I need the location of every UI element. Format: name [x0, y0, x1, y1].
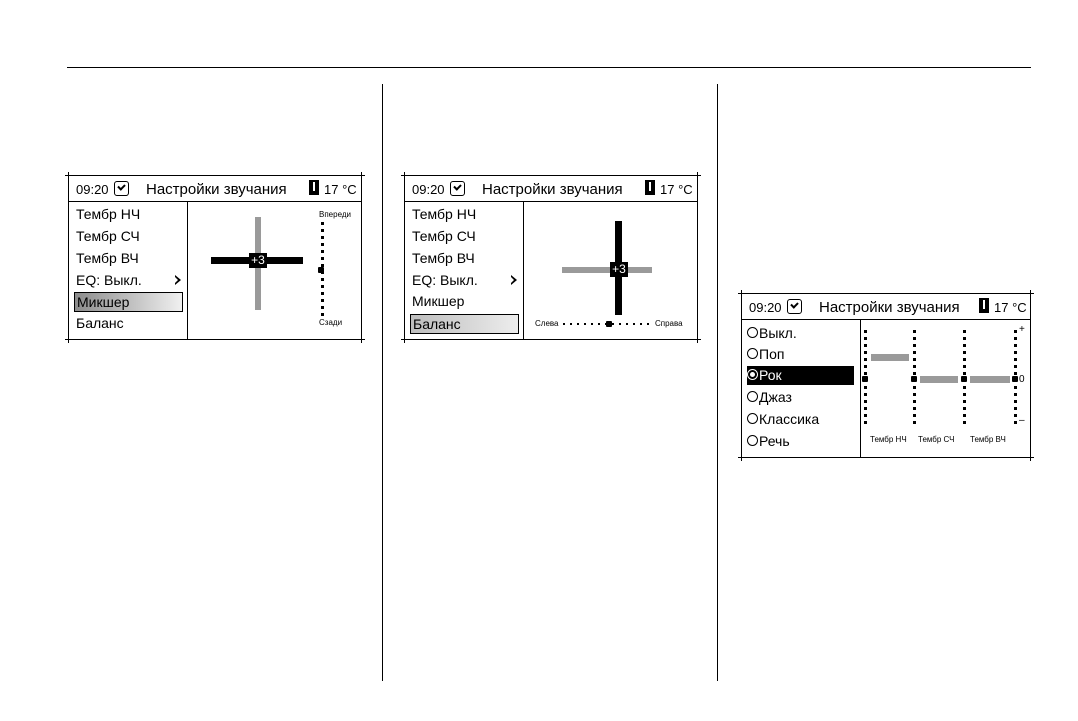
sound-settings-screen-mixer	[68, 175, 362, 340]
top-rule	[67, 67, 1031, 68]
eq-scale-marker	[1012, 376, 1018, 382]
menu-item-bass[interactable]: Тембр НЧ	[412, 206, 477, 222]
chevron-right-icon	[511, 275, 517, 285]
scale-label-right: Справа	[655, 319, 683, 328]
radio-button-icon	[747, 435, 758, 446]
clock-check-icon	[787, 299, 802, 314]
menu-item-fader[interactable]: Микшер	[74, 292, 183, 312]
preset-pop[interactable]: Поп	[747, 345, 784, 364]
temperature: 17 °C	[660, 182, 693, 197]
tone-menu	[405, 202, 524, 339]
eq-preset-list	[742, 320, 861, 457]
radio-button-icon	[747, 413, 758, 424]
balance-value-badge: +3	[610, 262, 628, 277]
scale-label-front: Впереди	[319, 210, 351, 219]
column-divider	[382, 84, 383, 681]
eq-label-mid: Тембр СЧ	[918, 435, 955, 444]
preset-off[interactable]: Выкл.	[747, 324, 797, 343]
preset-classic[interactable]: Классика	[747, 410, 819, 429]
radio-button-icon	[747, 391, 758, 402]
scale-label-rear: Сзади	[319, 318, 343, 327]
sound-settings-screen-balance	[404, 175, 698, 340]
eq-treble-level[interactable]	[970, 376, 1010, 383]
menu-item-eq[interactable]: EQ: Выкл.	[412, 272, 478, 288]
clock-time: 09:20	[749, 300, 782, 315]
eq-scale-marker	[961, 376, 967, 382]
menu-item-balance[interactable]: Баланс	[76, 315, 124, 331]
eq-scale-marker	[911, 376, 917, 382]
clock-check-icon	[450, 181, 465, 196]
menu-item-mid[interactable]: Тембр СЧ	[76, 228, 140, 244]
screen-title: Настройки звучания	[482, 181, 623, 198]
clock-time: 09:20	[76, 182, 109, 197]
clock-time: 09:20	[412, 182, 445, 197]
balance-axis	[562, 267, 652, 273]
preset-jazz[interactable]: Джаз	[747, 388, 792, 407]
eq-mid-level[interactable]	[920, 376, 958, 383]
column-divider	[717, 84, 718, 681]
temperature: 17 °C	[994, 300, 1027, 315]
status-header	[405, 176, 697, 202]
eq-label-treble: Тембр ВЧ	[970, 435, 1006, 444]
menu-item-treble[interactable]: Тембр ВЧ	[412, 250, 475, 266]
tone-menu	[69, 202, 188, 339]
fader-scale-marker	[318, 267, 324, 273]
screen-title: Настройки звучания	[146, 181, 287, 198]
sound-settings-screen-eq	[741, 293, 1031, 458]
chevron-right-icon	[175, 275, 181, 285]
radio-button-icon	[747, 327, 758, 338]
eq-scale-zero: 0	[1019, 374, 1025, 385]
eq-scale-plus: +	[1019, 324, 1025, 335]
preset-speech[interactable]: Речь	[747, 432, 790, 451]
preset-rock[interactable]: Рок	[747, 366, 854, 385]
menu-item-fader[interactable]: Микшер	[412, 293, 465, 309]
eq-scale-marker	[862, 376, 868, 382]
status-header	[742, 294, 1030, 320]
fader-value-badge: +3	[249, 253, 267, 268]
menu-item-mid[interactable]: Тембр СЧ	[412, 228, 476, 244]
menu-item-balance[interactable]: Баланс	[410, 314, 519, 334]
thermometer-icon	[309, 180, 319, 195]
radio-button-icon	[747, 348, 758, 359]
thermometer-icon	[979, 298, 989, 313]
menu-item-bass[interactable]: Тембр НЧ	[76, 206, 141, 222]
radio-button-icon	[747, 369, 758, 380]
status-header	[69, 176, 361, 202]
eq-label-bass: Тембр НЧ	[870, 435, 907, 444]
balance-scale-marker	[606, 321, 612, 327]
eq-scale-minus: –	[1019, 415, 1025, 426]
scale-label-left: Слева	[535, 319, 559, 328]
screen-title: Настройки звучания	[819, 299, 960, 316]
menu-item-treble[interactable]: Тембр ВЧ	[76, 250, 139, 266]
eq-bass-level[interactable]	[871, 354, 909, 361]
thermometer-icon	[645, 180, 655, 195]
clock-check-icon	[114, 181, 129, 196]
menu-item-eq[interactable]: EQ: Выкл.	[76, 272, 142, 288]
temperature: 17 °C	[324, 182, 357, 197]
